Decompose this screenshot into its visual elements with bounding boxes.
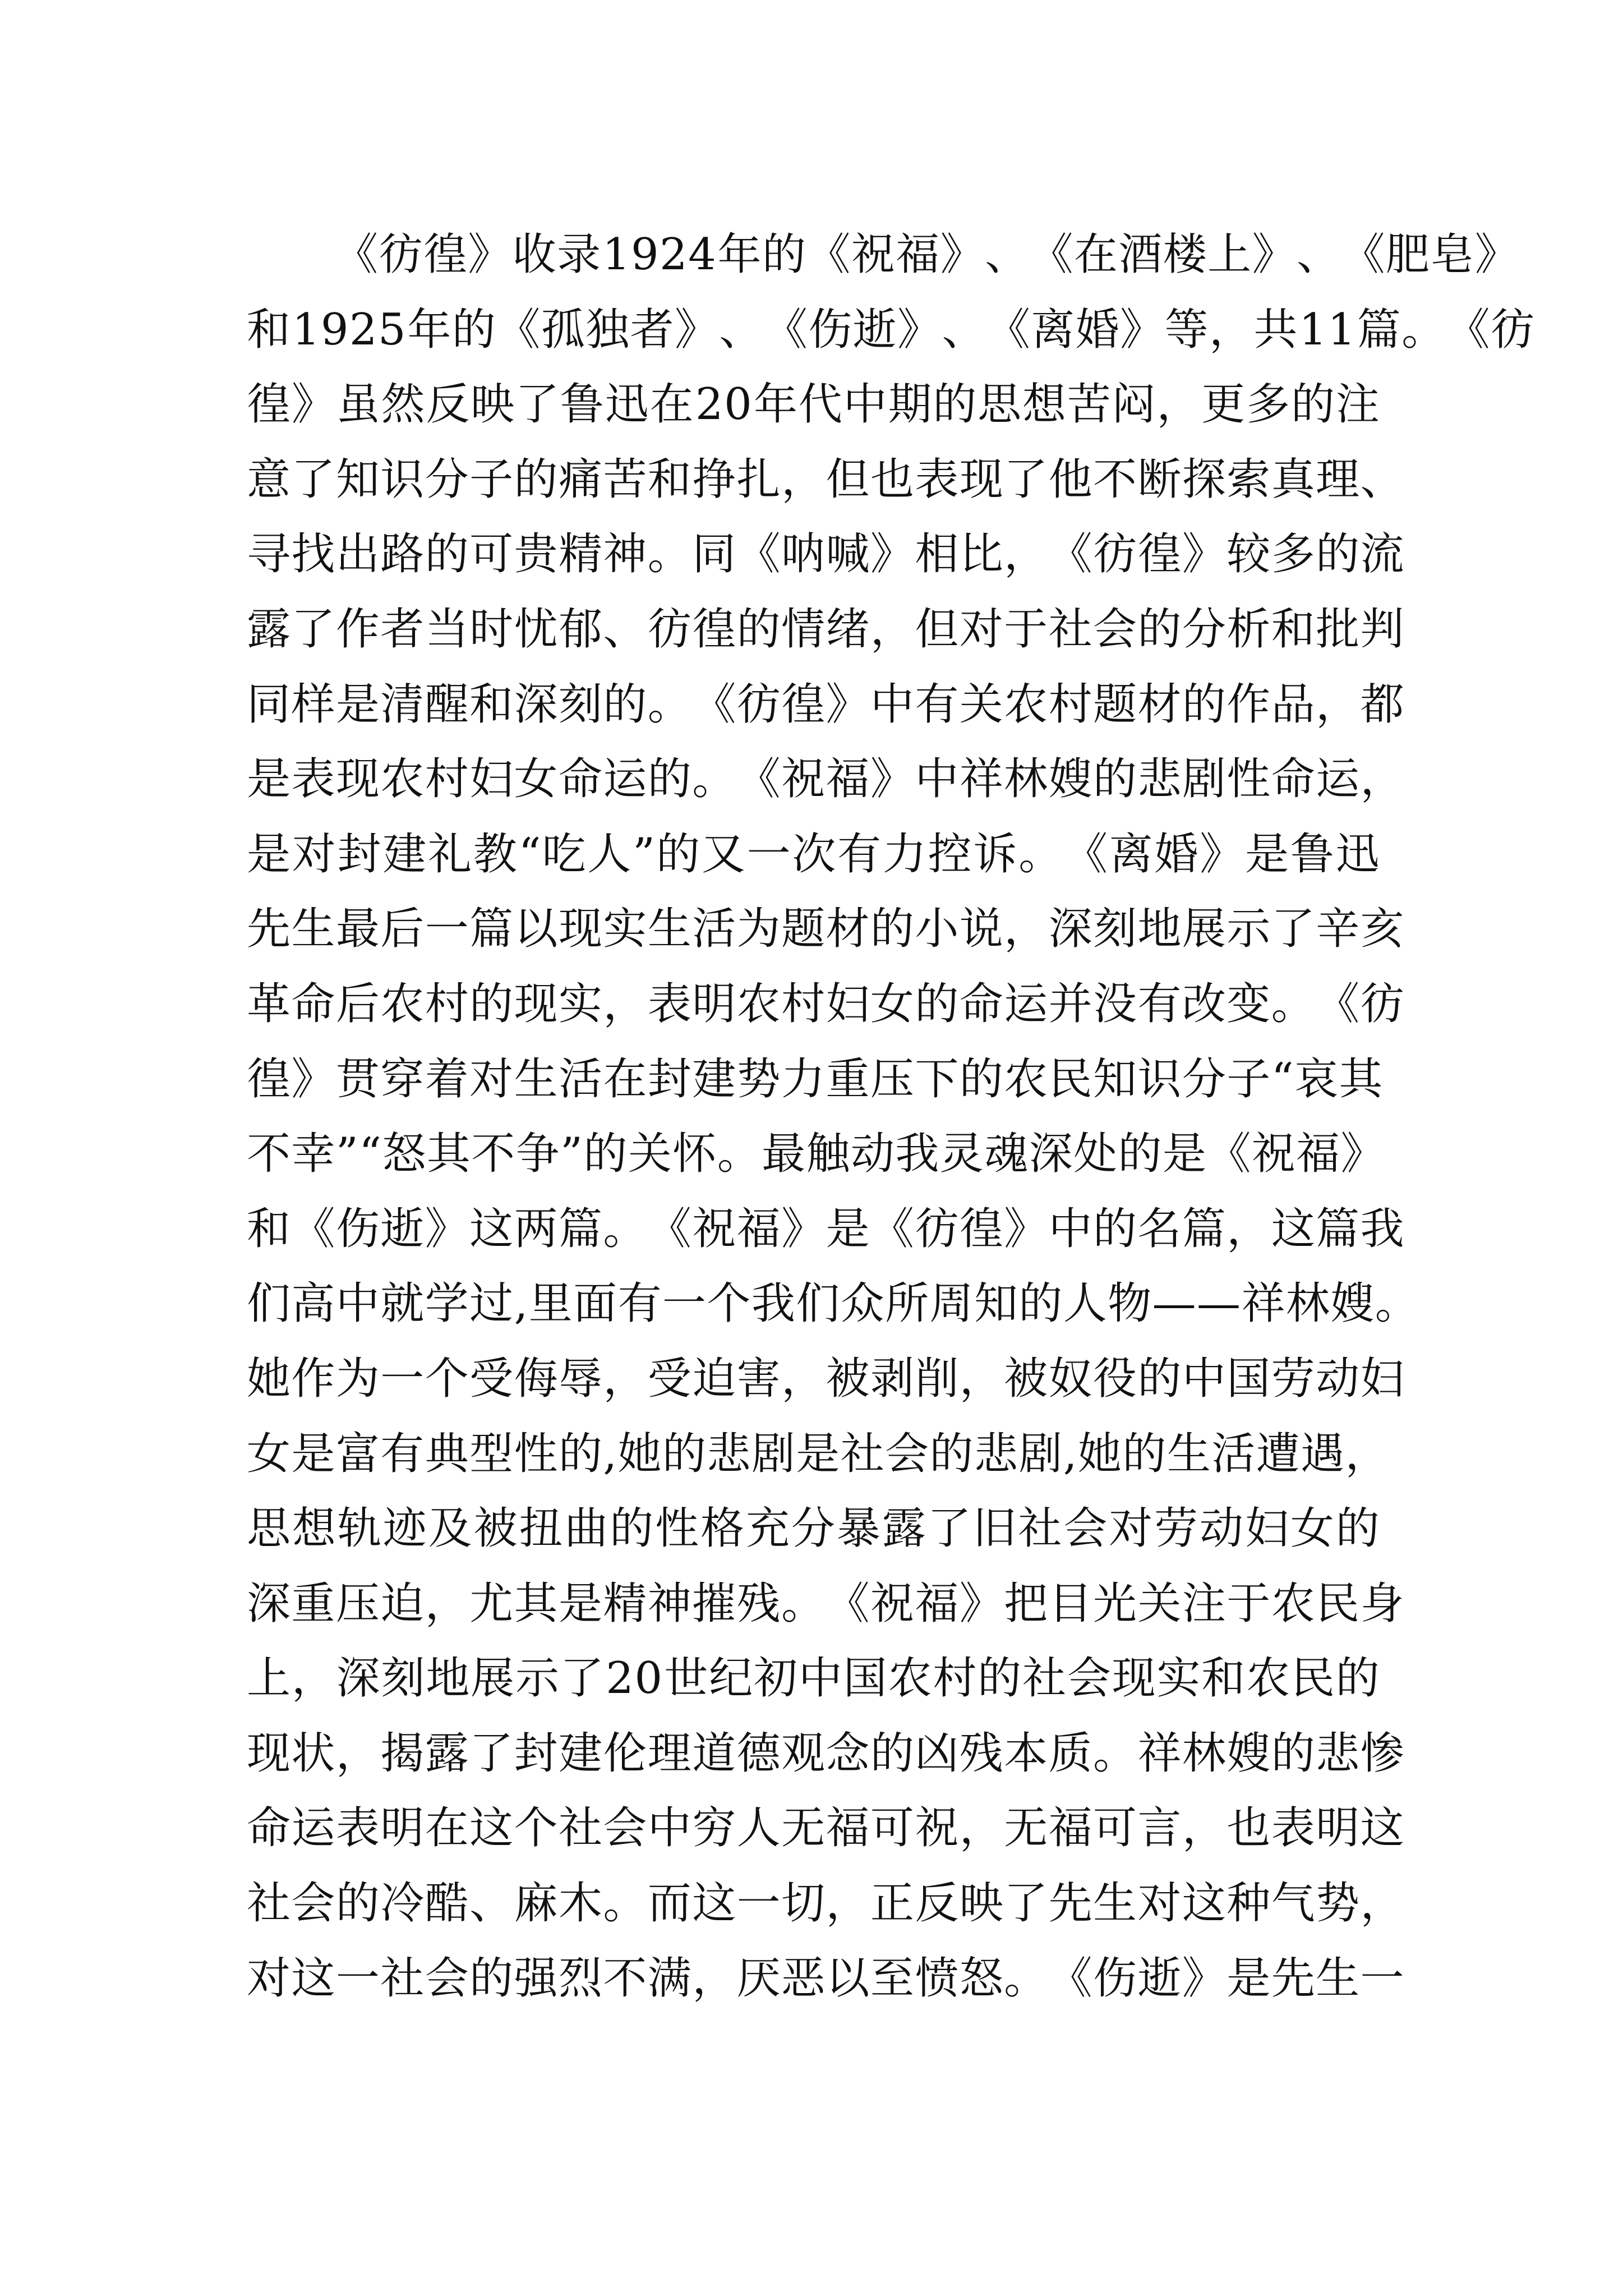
text-line: 现​ 状​ ，​ 揭​ 露​ 了​ 封​ 建​ 伦​ 理​ 道​ 德​ 观​ 念​ 的​ 凶​ 残​ 本​ 质​ 。​ 祥​ 林​ 嫂​ 的​ 悲​ 惨: [247, 1728, 1404, 1779]
text-line: 同​ 样​ 是​ 清​ 醒​ 和​ 深​ 刻​ 的​ 。​ 《​ 彷​ 徨​ 》​ 中​ 有​ 关​ 农​ 村​ 题​ 材​ 的​ 作​ 品​ ，​ 都: [247, 679, 1404, 730]
text-line: 寻​ 找​ 出​ 路​ 的​ 可​ 贵​ 精​ 神​ 。​ 同​ 《​ 呐​ 喊​ 》​ 相​ 比​ ，​ 《​ 彷​ 徨​ 》​ 较​ 多​ 的​ 流: [247, 529, 1404, 580]
text-line: 命​ 运​ 表​ 明​ 在​ 这​ 个​ 社​ 会​ 中​ 穷​ 人​ 无​ 福​ 可​ 祝​ ，​ 无​ 福​ 可​ 言​ ，​ 也​ 表​ 明​ 这: [247, 1803, 1404, 1854]
text-line: 女​ 是​ 富​ 有​ 典​ 型​ 性​ 的​ ,​ 她​ 的​ 悲​ 剧​ 是​ 社​ 会​ 的​ 悲​ 剧​ ,​ 她​ 的​ 生​ 活​ 遭​ 遇​ ，: [247, 1428, 1389, 1479]
text-line: 上​ ，​ 深​ 刻​ 地​ 展​ 示​ 了​ ​ 2​ 0​ ​ 世​ 纪​ 初​ 中​ 国​ 农​ 村​ 的​ 社​ 会​ 现​ 实​ 和​ 农​ 民​ 的: [247, 1653, 1380, 1704]
text-line: 徨​ 》​ 贯​ 穿​ 着​ 对​ 生​ 活​ 在​ 封​ 建​ 势​ 力​ 重​ 压​ 下​ 的​ 农​ 民​ 知​ 识​ 分​ 子​ “​ 哀​ 其: [247, 1053, 1383, 1105]
body-paragraph: [247, 218, 1535, 2016]
text-line: 先​ 生​ 最​ 后​ 一​ 篇​ 以​ 现​ 实​ 生​ 活​ 为​ 题​ 材​ 的​ 小​ 说​ ，​ 深​ 刻​ 地​ 展​ 示​ 了​ 辛​ 亥: [247, 904, 1404, 955]
text-line: 不​ 幸​ ”​ “​ 怒​ 其​ 不​ 争​ ”​ 的​ 关​ 怀​ 。​ 最​ 触​ 动​ 我​ 灵​ 魂​ 深​ 处​ 的​ 是​ 《​ 祝​ 福​ 》: [247, 1129, 1385, 1180]
text-line: 是​ 对​ 封​ 建​ 礼​ 教​ “​ 吃​ 人​ ”​ 的​ 又​ 一​ 次​ 有​ 力​ 控​ 诉​ 。​ 《​ 离​ 婚​ 》​ 是​ 鲁​ 迅: [247, 829, 1380, 880]
text-line: 社​ 会​ 的​ 冷​ 酷​ 、​ 麻​ 木​ 。​ 而​ 这​ 一​ 切​ ，​ 正​ 反​ 映​ 了​ 先​ 生​ 对​ 这​ 种​ 气​ 势​ ，: [247, 1878, 1404, 1929]
text-line: 她​ 作​ 为​ 一​ 个​ 受​ 侮​ 辱​ ，​ 受​ 迫​ 害​ ，​ 被​ 剥​ 削​ ，​ 被​ 奴​ 役​ 的​ 中​ 国​ 劳​ 动​ 妇: [247, 1353, 1404, 1404]
text-line: 露​ 了​ 作​ 者​ 当​ 时​ 忧​ 郁​ 、​ 彷​ 徨​ 的​ 情​ 绪​ ，​ 但​ 对​ 于​ 社​ 会​ 的​ 分​ 析​ 和​ 批​ 判: [247, 604, 1404, 655]
text-line: 《​ 彷​ 徨​ 》​ 收​ 录​ ​ 1​ 9​ 2​ 4​ ​ 年​ 的​ 《​ 祝​ 福​ 》​ 、​ 《​ 在​ 酒​ 楼​ 上​ 》​ 、​ 《​ 肥​ 皂​ 》: [334, 229, 1519, 280]
text-line: 和​ 《​ 伤​ 逝​ 》​ 这​ 两​ 篇​ 。​ 《​ 祝​ 福​ 》​ 是​ 《​ 彷​ 徨​ 》​ 中​ 的​ 名​ 篇​ ，​ 这​ 篇​ 我: [247, 1203, 1404, 1254]
text-line: 深​ 重​ 压​ 迫​ ，​ 尤​ 其​ 是​ 精​ 神​ 摧​ 残​ 。​ 《​ 祝​ 福​ 》​ 把​ 目​ 光​ 关​ 注​ 于​ 农​ 民​ 身: [247, 1578, 1404, 1629]
text-line: 对​ 这​ 一​ 社​ 会​ 的​ 强​ 烈​ 不​ 满​ ，​ 厌​ 恶​ 以​ 至​ 愤​ 怒​ 。​ 《​ 伤​ 逝​ 》​ 是​ 先​ 生​ 一: [247, 1953, 1404, 2004]
text-line: 思​ 想​ 轨​ 迹​ 及​ 被​ 扭​ 曲​ 的​ 性​ 格​ 充​ 分​ 暴​ 露​ 了​ 旧​ 社​ 会​ 对​ 劳​ 动​ 妇​ 女​ 的: [247, 1503, 1380, 1554]
text-line: 徨​ 》​ 虽​ 然​ 反​ 映​ 了​ 鲁​ 迅​ 在​ ​ 2​ 0​ ​ 年​ 代​ 中​ 期​ 的​ 思​ 想​ 苦​ 闷​ ，​ 更​ 多​ 的​ 注: [247, 379, 1380, 430]
text-line: 意​ 了​ 知​ 识​ 分​ 子​ 的​ 痛​ 苦​ 和​ 挣​ 扎​ ，​ 但​ 也​ 表​ 现​ 了​ 他​ 不​ 断​ 探​ 索​ 真​ 理​ 、: [247, 454, 1404, 505]
text-line: 是​ 表​ 现​ 农​ 村​ 妇​ 女​ 命​ 运​ 的​ 。​ 《​ 祝​ 福​ 》​ 中​ 祥​ 林​ 嫂​ 的​ 悲​ 剧​ 性​ 命​ 运​ ，: [247, 754, 1404, 805]
text-line: 和​ ​ 1​ 9​ 2​ 5​ ​ 年​ 的​ 《​ 孤​ 独​ 者​ 》​ 、​ 《​ 伤​ 逝​ 》​ 、​ 《​ 离​ 婚​ 》​ 等​ ，​ 共​ ​ 1​ 1​ ​ 篇​ 。​ 《​ 彷: [247, 304, 1535, 355]
text-line: 们​ 高​ 中​ 就​ 学​ 过​ ,​ 里​ 面​ 有​ 一​ 个​ 我​ 们​ 众​ 所​ 周​ 知​ 的​ 人​ 物​ —​ —​ 祥​ 林​ 嫂​ 。: [247, 1278, 1419, 1329]
text-line: 革​ 命​ 后​ 农​ 村​ 的​ 现​ 实​ ，​ 表​ 明​ 农​ 村​ 妇​ 女​ 的​ 命​ 运​ 并​ 没​ 有​ 改​ 变​ 。​ 《​ 彷: [247, 978, 1404, 1029]
